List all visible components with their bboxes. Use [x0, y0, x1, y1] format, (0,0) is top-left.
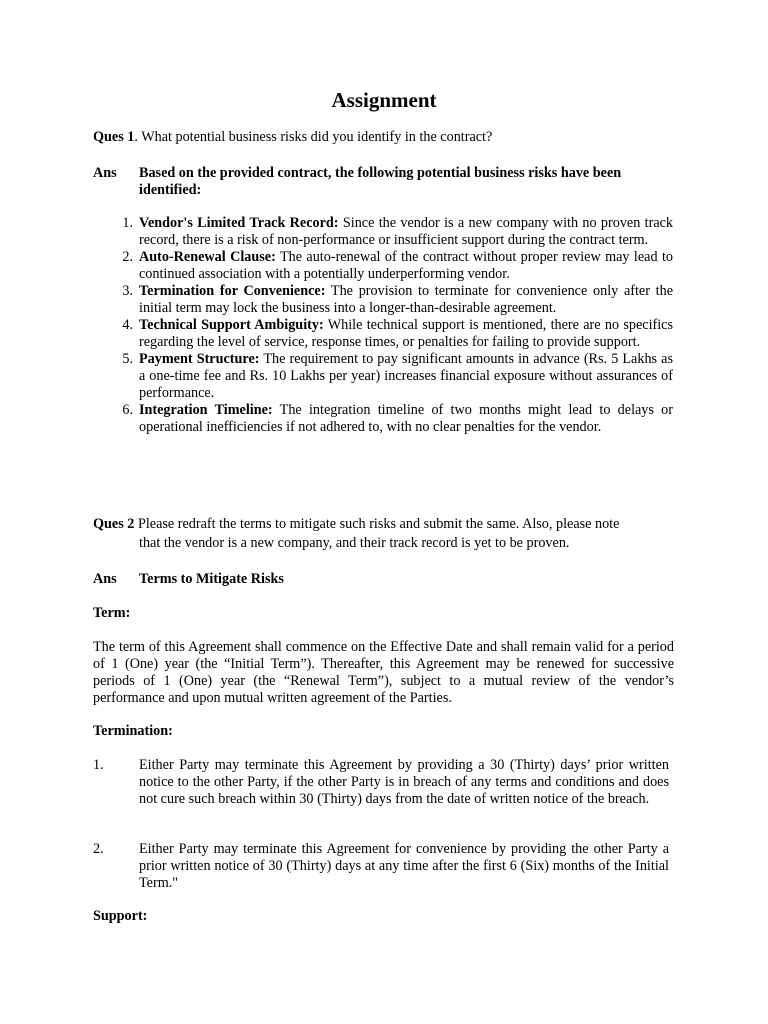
risk-title: Vendor's Limited Track Record:	[139, 215, 339, 231]
risk-text: While technical support is mentioned, there are no specifics regarding the level of service, response times, or penalties for failing to provide support.	[139, 317, 673, 350]
termination-item-text: Either Party may terminate this Agreement for convenience by providing the other Party a prior written notice of 30 (Thirty) days at any time after the first 6 (Six) months of the Initial Term."	[139, 841, 669, 891]
risk-item	[93, 283, 673, 317]
answer-1-intro-text: Based on the provided contract, the following potential business risks have been identified:	[139, 165, 622, 198]
question-1-text: . What potential business risks did you identify in the contract?	[134, 129, 493, 145]
risk-item	[93, 351, 673, 402]
page-title: Assignment	[331, 88, 437, 112]
risk-title: Technical Support Ambiguity:	[139, 317, 324, 333]
termination-heading: Termination:	[93, 723, 173, 739]
risk-text: The auto-renewal of the contract without proper review may lead to continued association with a potentially underperforming vendor.	[139, 249, 673, 282]
risk-item	[93, 249, 673, 283]
risk-number: 5 .	[113, 351, 133, 368]
risk-text: The provision to terminate for convenience only after the initial term may lock the business into a longer-than-desirable agreement.	[139, 283, 674, 316]
question-2-line-1: Please redraft the terms to mitigate such risks and submit the same. Also, please note	[134, 516, 620, 532]
termination-item-text: Either Party may terminate this Agreement by providing a 30 (Thirty) days’ prior written notice to the other Party, if the other Party is in breach of any terms and conditions and does not cure such breach within 30 (Thirty) days from the date of written notice of the breach.	[139, 757, 669, 807]
question-2	[93, 516, 673, 552]
risk-number: 2 .	[113, 249, 133, 266]
risk-item	[93, 215, 673, 249]
risk-number: 4 .	[113, 317, 133, 334]
termination-item-number: 2 .	[93, 841, 104, 858]
risk-number: 3 .	[113, 283, 133, 300]
answer-1-label: Ans	[93, 165, 117, 181]
term-heading: Term:	[93, 605, 131, 621]
risk-text: The requirement to pay significant amounts in advance (Rs. 5 Lakhs as a one-time fee and Rs. 10 Lakhs per year) increases financial exposure without assurances of performance.	[139, 351, 673, 401]
risk-title: Auto-Renewal Clause:	[139, 249, 276, 265]
risk-title: Termination for Convenience:	[139, 283, 326, 299]
question-2-line-2: that the vendor is a new company, and their track record is yet to be proven.	[139, 535, 570, 551]
question-2-label: Ques 2	[93, 516, 135, 532]
risk-title: Integration Timeline:	[139, 402, 273, 418]
risk-text: The integration timeline of two months might lead to delays or operational inefficiencies if not adhered to, with no clear penalties for the vendor.	[139, 402, 673, 435]
question-1	[93, 129, 683, 146]
termination-item-number: 1 .	[93, 757, 104, 774]
risk-list	[93, 215, 673, 436]
risk-text: Since the vendor is a new company with no proven track record, there is a risk of non-performance or insufficient support during the contract term.	[139, 215, 674, 248]
answer-2-heading: Terms to Mitigate Risks	[139, 571, 284, 587]
risk-number: 6 .	[113, 402, 133, 419]
risk-title: Payment Structure:	[139, 351, 260, 367]
answer-2-label: Ans	[93, 571, 117, 587]
risk-item	[93, 402, 673, 436]
risk-item	[93, 317, 673, 351]
risk-number: 1 .	[113, 215, 133, 232]
term-paragraph: The term of this Agreement shall commence on the Effective Date and shall remain valid for a period of 1 (One) year (the “Initial Term”). Thereafter, this Agreement may be renewed for successive periods of 1 (One) year (the “Renewal Term”), subject to a mutual review of the vendor’s performance and upon mutual written agreement of the Parties.	[93, 639, 674, 706]
question-1-label: Ques 1	[93, 129, 135, 145]
support-heading: Support:	[93, 908, 148, 924]
